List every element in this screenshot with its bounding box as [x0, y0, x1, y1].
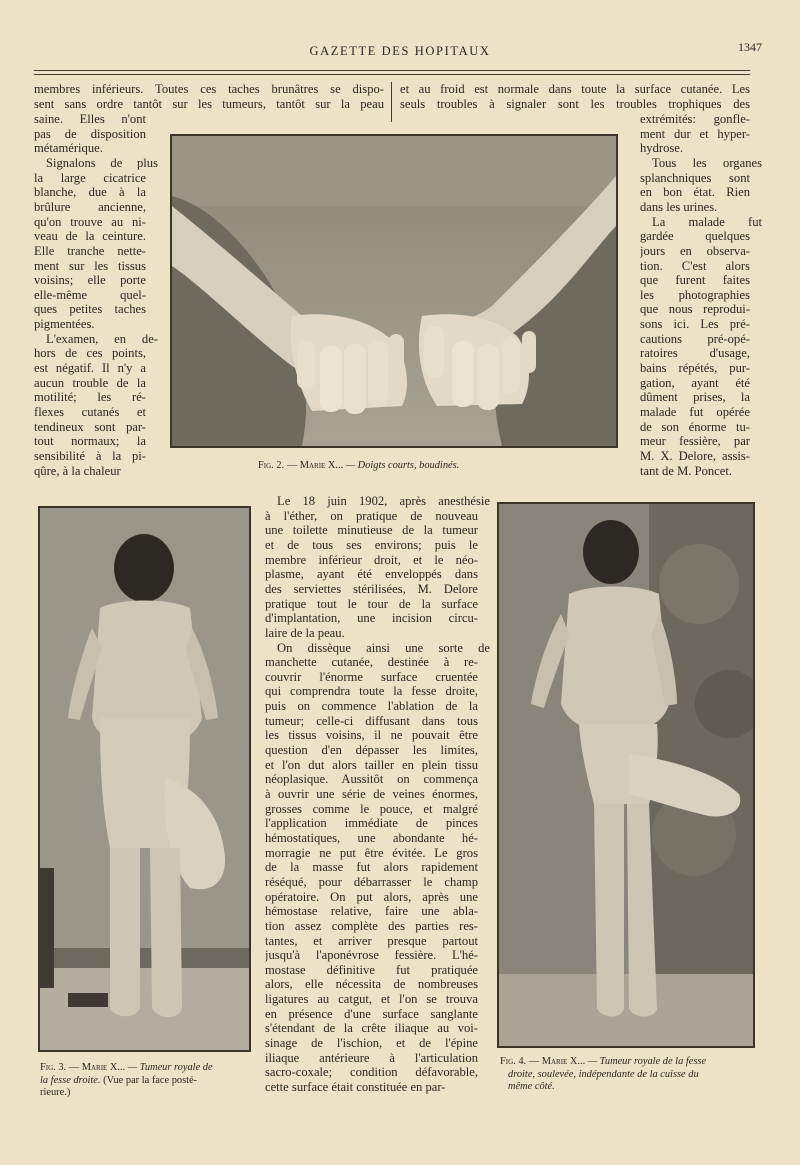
- text-line: et de tous ses environs; puis le: [265, 537, 478, 552]
- text-line: que nous reprodui-: [640, 302, 750, 317]
- text-line: La malade fut: [652, 214, 762, 229]
- text-line: splanchniques sont: [640, 170, 750, 185]
- text-line: L'examen, en de-: [46, 331, 158, 346]
- text-line: manchette cutanée, destinée à re-: [265, 655, 478, 670]
- text-line: en bon état. Rien: [640, 185, 750, 200]
- page-number: 1347: [738, 40, 762, 54]
- text-line: puis on commence l'ablation de la: [265, 699, 478, 714]
- text-line: de la masse fut alors rapidement: [265, 860, 478, 875]
- text-line: sensibilité à la pi-: [34, 448, 146, 463]
- text-line: tout normaux; la: [34, 434, 146, 449]
- text-line: et l'on dut alors tailler en plein tissu: [265, 757, 478, 772]
- text-line: hémostase relative, faire une abla-: [265, 904, 478, 919]
- text-line: réséqué, pour débarrasser le champ: [265, 874, 478, 889]
- text-line: est négatif. Il n'y a: [34, 361, 146, 376]
- top-line-left: sent sans ordre tantôt sur les tumeurs, tantôt sur la peau: [34, 97, 384, 111]
- text-line: métamérique.: [34, 141, 103, 156]
- text-line: tumeur; celle-ci diffusant dans tous: [265, 713, 478, 728]
- text-line: hors de ces points,: [34, 346, 146, 361]
- text-line: tantes, et arriver presque partout: [265, 933, 478, 948]
- text-line: des serviettes stérilisées, M. Delore: [265, 581, 478, 596]
- text-line: veau de la ceinture.: [34, 229, 146, 244]
- figure-2-caption: Fig. 2. — Marie X... — Doigts courts, boudinés.: [258, 460, 460, 471]
- figure-4-caption: Fig. 4. — Marie X... — Tumeur royale de la fesse droite, soulevée, indépendante de la cuisse du même côté.: [500, 1056, 707, 1093]
- text-line: ques petites taches: [34, 302, 146, 317]
- figure-3-caption: Fig. 3. — Marie X... — Tumeur royale de la fesse droite. (Vue par la face posté- rieure.): [40, 1062, 213, 1099]
- text-line: brûlure ancienne,: [34, 199, 146, 214]
- text-line: tion assez complète des parties res-: [265, 918, 478, 933]
- text-line: ment sur les tissus: [34, 258, 146, 273]
- text-line: à ouvrir une série de veines énormes,: [265, 787, 478, 801]
- text-line: dûment prises, la: [640, 390, 750, 405]
- text-line: ratoires d'usage,: [640, 346, 750, 361]
- text-line: dans les urines.: [640, 199, 718, 214]
- top-line-right: et au froid est normale dans toute la surface cutanée. Les: [400, 82, 750, 96]
- text-line: iliaque antérieure à l'articulation: [265, 1050, 478, 1065]
- text-line: tant de M. Poncet.: [640, 463, 732, 478]
- text-line: elle-même quel-: [34, 287, 146, 302]
- figure-3-photo: [38, 506, 251, 1052]
- text-line: sons ici. Les pré-: [640, 317, 750, 332]
- text-line: grosses comme le pouce, et malgré: [265, 801, 478, 816]
- text-line: membre inférieur droit, et le néo-: [265, 552, 478, 567]
- text-line: couvrir l'énorme surface cruentée: [265, 669, 478, 684]
- text-line: en présence d'une surface sanglante: [265, 1006, 478, 1021]
- text-line: ligatures au catgut, et l'on se trouva: [265, 992, 478, 1007]
- figure-2-photo: [170, 134, 618, 448]
- text-line: pigmentées.: [34, 317, 95, 332]
- text-line: motilité; les ré-: [34, 390, 146, 405]
- figure-4-photo: [497, 502, 755, 1048]
- header-rule-thick: [34, 74, 750, 75]
- text-line: Signalons de plus: [46, 155, 158, 170]
- text-line: hydrose.: [640, 141, 684, 156]
- text-line: la large cicatrice: [34, 170, 146, 185]
- page-title: GAZETTE DES HOPITAUX: [309, 44, 491, 58]
- text-line: sinage de l'ischion, et de l'épine: [265, 1036, 478, 1051]
- text-line: hémostatiques, une abondante hé-: [265, 830, 478, 845]
- text-line: ment dur et hyper-: [640, 126, 750, 141]
- text-line: tendineux sont par-: [34, 419, 146, 434]
- text-line: blanche, due à la: [34, 185, 146, 200]
- text-line: morragie ne put être évitée. Le gros: [265, 845, 478, 860]
- text-line: laire de la peau.: [265, 625, 345, 640]
- text-line: à l'éther, on pratique de nouveau: [265, 508, 478, 523]
- text-line: jours en observa-: [640, 243, 750, 258]
- text-line: voisins; elle porte: [34, 273, 146, 288]
- column-divider: [391, 82, 392, 122]
- header-rule-thin: [34, 70, 750, 71]
- text-line: les photographies: [640, 287, 750, 302]
- text-line: pas de disposition: [34, 126, 146, 141]
- text-line: pratique tout le tour de la surface: [265, 596, 478, 611]
- text-line: une toilette minutieuse de la tumeur: [265, 523, 478, 538]
- text-line: plasme, ayant été enveloppés dans: [265, 567, 478, 582]
- text-line: de son énorme tu-: [640, 419, 750, 434]
- text-line: gardée quelques: [640, 229, 750, 244]
- text-line: flexes cutanés et: [34, 405, 146, 419]
- text-line: question d'en dépasser les limites,: [265, 743, 478, 758]
- text-line: meur fessière, par: [640, 434, 750, 449]
- text-line: gation, ayant été: [640, 375, 750, 390]
- text-line: que furent faites: [640, 273, 750, 288]
- text-line: tion. C'est alors: [640, 258, 750, 273]
- text-line: bains répétés, pur-: [640, 361, 750, 376]
- text-line: qûre, à la chaleur: [34, 463, 121, 478]
- text-line: jusqu'à l'aponévrose fessière. L'hé-: [265, 948, 478, 963]
- top-line-left: membres inférieurs. Toutes ces taches brunâtres se dispo-: [34, 82, 384, 96]
- text-line: On dissèque ainsi une sorte de: [277, 640, 490, 655]
- text-line: Elle tranche nette-: [34, 243, 146, 258]
- text-line: l'application immédiate de pinces: [265, 816, 478, 831]
- text-line: qu'on trouve au ni-: [34, 214, 146, 229]
- text-line: alors, elle nécessita de nombreuses: [265, 977, 478, 992]
- text-line: cette surface était constituée en par-: [265, 1080, 446, 1094]
- text-line: M. X. Delore, assis-: [640, 448, 750, 463]
- text-line: s'étendant de la crête iliaque au voi-: [265, 1021, 478, 1036]
- text-line: cautions pré-opé-: [640, 331, 750, 346]
- text-line: les tissus voisins, il ne pouvait être: [265, 728, 478, 743]
- text-line: sacro-coxale; condition défavorable,: [265, 1065, 478, 1080]
- top-line-right: seuls troubles à signaler sont les troubles trophiques des: [400, 97, 750, 111]
- text-line: qui comprendra toute la fesse droite,: [265, 684, 478, 699]
- text-line: aucun trouble de la: [34, 375, 146, 390]
- text-line: Le 18 juin 1902, après anesthésie: [277, 494, 490, 508]
- text-line: malade fut opérée: [640, 405, 750, 419]
- text-line: mostase définitive fut pratiquée: [265, 962, 478, 977]
- text-line: saine. Elles n'ont: [34, 112, 146, 126]
- text-line: Tous les organes: [652, 155, 762, 170]
- text-line: néoplasique. Aussitôt on commença: [265, 772, 478, 787]
- text-line: extrémités: gonfle-: [640, 112, 750, 126]
- text-line: opératoire. On put alors, après une: [265, 889, 478, 904]
- text-line: d'implantation, une incision circu-: [265, 611, 478, 626]
